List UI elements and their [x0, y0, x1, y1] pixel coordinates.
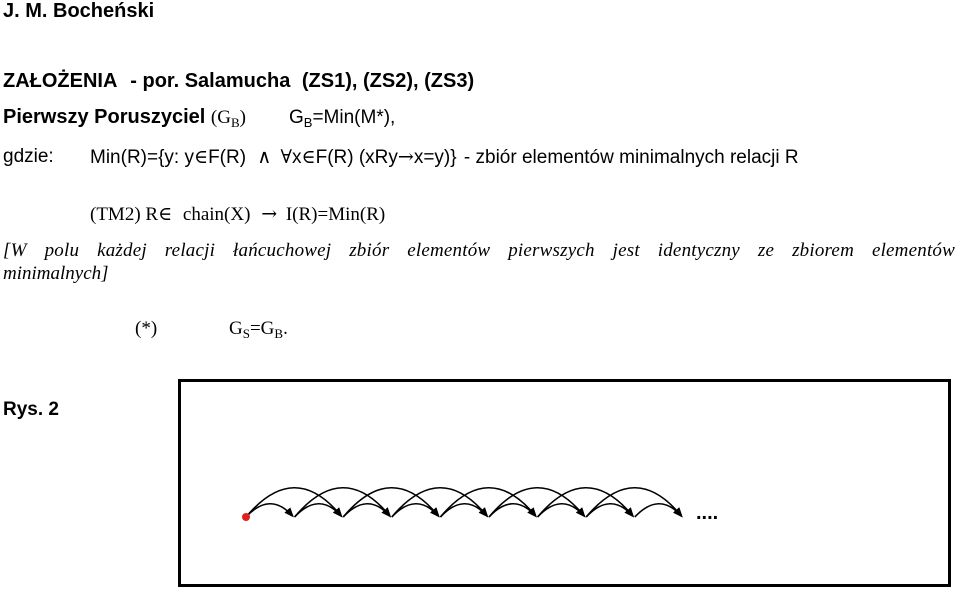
prime-mover-label: Pierwszy Poruszyciel	[3, 106, 206, 128]
where-label: gdzie:	[3, 146, 54, 167]
element-of-symbol-2: ∈	[301, 146, 316, 168]
chain-arc-long	[246, 488, 341, 517]
chain-ellipsis: ....	[696, 502, 719, 524]
formula-part-c: x	[292, 147, 302, 168]
chain-nodes	[242, 513, 250, 521]
star-dot: .	[283, 318, 288, 339]
assumptions-ref: - por. Salamucha	[130, 70, 291, 92]
tm2-part-a: (TM2) R	[90, 204, 159, 225]
formula-description: - zbiór elementów minimalnych relacji R	[463, 147, 799, 168]
formula-part-d: F(R) (xRy	[315, 147, 398, 168]
chain-arc-long	[295, 488, 390, 517]
and-symbol: ∧	[257, 146, 272, 168]
def-g: G	[289, 107, 304, 128]
chain-arc-long	[586, 488, 681, 517]
star-sub-b: B	[274, 326, 284, 341]
prime-mover-paren-close: )	[239, 107, 246, 128]
element-of-symbol: ∈	[194, 146, 209, 168]
chain-arc-long	[343, 488, 438, 517]
figure-label: Rys. 2	[3, 399, 59, 420]
author-name: J. M. Bocheński	[3, 0, 155, 22]
star-sub-s: S	[242, 326, 250, 341]
chain-arcs	[246, 488, 681, 517]
assumptions-label: ZAŁOŻENIA	[3, 70, 117, 92]
formula-part-b: F(R)	[208, 147, 247, 168]
def-rest: =Min(M*),	[312, 107, 396, 128]
tm2-part-b: chain(X)	[182, 204, 251, 225]
star-g1: G	[229, 318, 243, 339]
star-label: (*)	[135, 318, 158, 339]
tm2-element-of: ∈	[158, 203, 173, 225]
assumptions-codes: (ZS1), (ZS2), (ZS3)	[301, 70, 475, 92]
chain-start-node	[242, 513, 250, 521]
prime-mover-sub: B	[230, 115, 240, 130]
prime-mover-paren-open: (G	[210, 107, 231, 128]
chain-arc-long	[440, 488, 535, 517]
chain-arc-long	[489, 488, 584, 517]
chain-arc-short	[635, 504, 682, 517]
def-sub: B	[303, 115, 313, 130]
tm2-part-c: I(R)=Min(R)	[285, 204, 386, 225]
chain-arc-long	[538, 488, 633, 517]
formula-part-a: Min(R)={y: y	[90, 147, 194, 168]
tm2-arrow: →	[261, 203, 278, 225]
star-eq: =G	[249, 318, 275, 339]
note-line-2: minimalnych]	[3, 263, 109, 284]
formula-part-e: x=y)}	[413, 147, 457, 168]
forall-symbol: ∀	[280, 146, 293, 168]
implies-arrow: →	[397, 146, 414, 168]
note-line-1: [W polu każdej relacji łańcuchowej zbiór elementów pierwszych jest identyczny ze zbiorem elementów	[3, 240, 955, 261]
chain-arc-long	[392, 488, 487, 517]
